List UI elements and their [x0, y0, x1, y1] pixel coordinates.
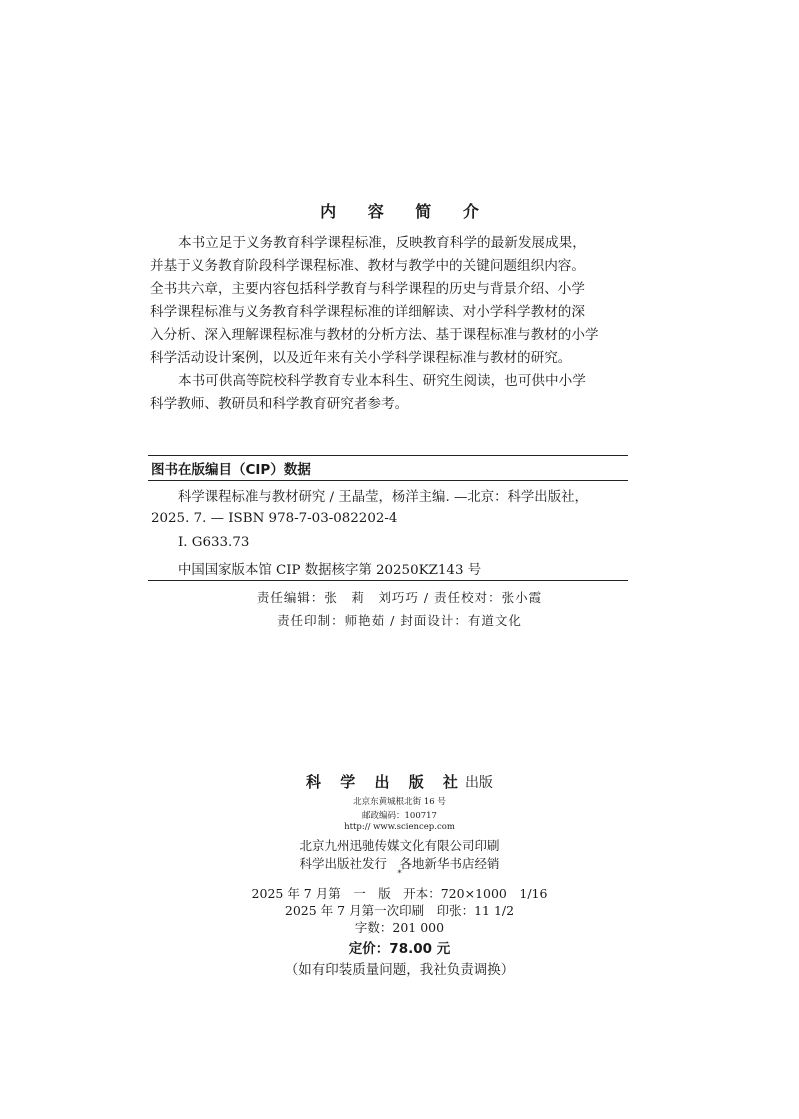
edition-line: 2025 年 7 月第 一 版 开本：720×1000 1/16: [251, 886, 548, 901]
quality-notice: （如有印装质量问题，我社负责调换）: [284, 962, 515, 978]
publisher-postcode: 邮政编码：100717: [362, 811, 437, 821]
intro-paragraph-1: [150, 232, 634, 370]
printing-line: 2025 年 7 月第一次印刷 印张：11 1/2: [284, 903, 515, 918]
intro-line: [150, 393, 634, 416]
intro-line: [150, 370, 634, 393]
intro-line: [150, 301, 634, 324]
cip-bottom-rule: [148, 580, 628, 581]
publisher-suffix: 出版: [464, 775, 493, 791]
cip-title-rule: [148, 480, 628, 481]
intro-text: 科学活动设计案例，以及近年来有关小学科学课程标准与教材的研究。: [150, 350, 572, 366]
cip-isbn-line: 2025. 7. — ISBN 978-7-03-082202-4: [151, 511, 398, 526]
intro-line: [150, 347, 634, 370]
wordcount-line: 字数：201 000: [354, 920, 445, 935]
intro-text: 本书可供高等院校科学教育专业本科生、研究生阅读，也可供中小学: [178, 373, 586, 389]
intro-text: 全书共六章，主要内容包括科学教育与科学课程的历史与背景介绍、小学: [150, 281, 585, 297]
intro-line: [150, 232, 634, 255]
editor-credits: 责任编辑：张 莉 刘巧巧 / 责任校对：张小霞: [256, 590, 543, 605]
separator-asterisk: *: [397, 869, 402, 879]
intro-text: 科学课程标准与义务教育科学课程标准的详细解读、对小学科学教材的深: [150, 304, 585, 320]
intro-text: 本书立足于义务教育科学课程标准，反映教育科学的最新发展成果，: [178, 235, 586, 251]
print-credits: 责任印制：师艳茹 / 封面设计：有道文化: [277, 613, 522, 628]
printer-line: 北京九州迅驰传媒文化有限公司印刷: [299, 838, 500, 853]
cip-record-line: 科学课程标准与教材研究 / 王晶莹，杨洋主编. —北京：科学出版社，: [178, 490, 588, 505]
intro-text: 科学教师、教研员和科学教育研究者参考。: [150, 396, 409, 412]
publisher-address: 北京东黄城根北街 16 号: [353, 797, 446, 807]
intro-line: [150, 255, 634, 278]
cip-approval-number: 中国国家版本馆 CIP 数据核字第 20250KZ143 号: [178, 563, 482, 578]
intro-text: 并基于义务教育阶段科学课程标准、教材与教学中的关键问题组织内容。: [150, 258, 585, 274]
publisher-line: [0, 771, 799, 792]
cip-title: 图书在版编目（CIP）数据: [151, 462, 311, 478]
intro-line: [150, 278, 634, 301]
intro-paragraph-2: [150, 370, 634, 416]
intro-text: 入分析、深入理解课程标准与教材的分析方法、基于课程标准与教材的小学: [150, 327, 599, 343]
publisher-url: http:// www.sciencep.com: [344, 822, 455, 832]
publisher-name: 科 学 出 版 社: [306, 773, 465, 791]
distributor-line: 科学出版社发行 各地新华书店经销: [299, 856, 500, 871]
intro-line: [150, 324, 634, 347]
price-line: 定价：78.00 元: [348, 941, 451, 957]
cip-top-rule: [148, 455, 628, 456]
page-title: 内 容 简 介: [320, 202, 492, 221]
cip-classification: Ⅰ. G633.73: [178, 535, 250, 550]
